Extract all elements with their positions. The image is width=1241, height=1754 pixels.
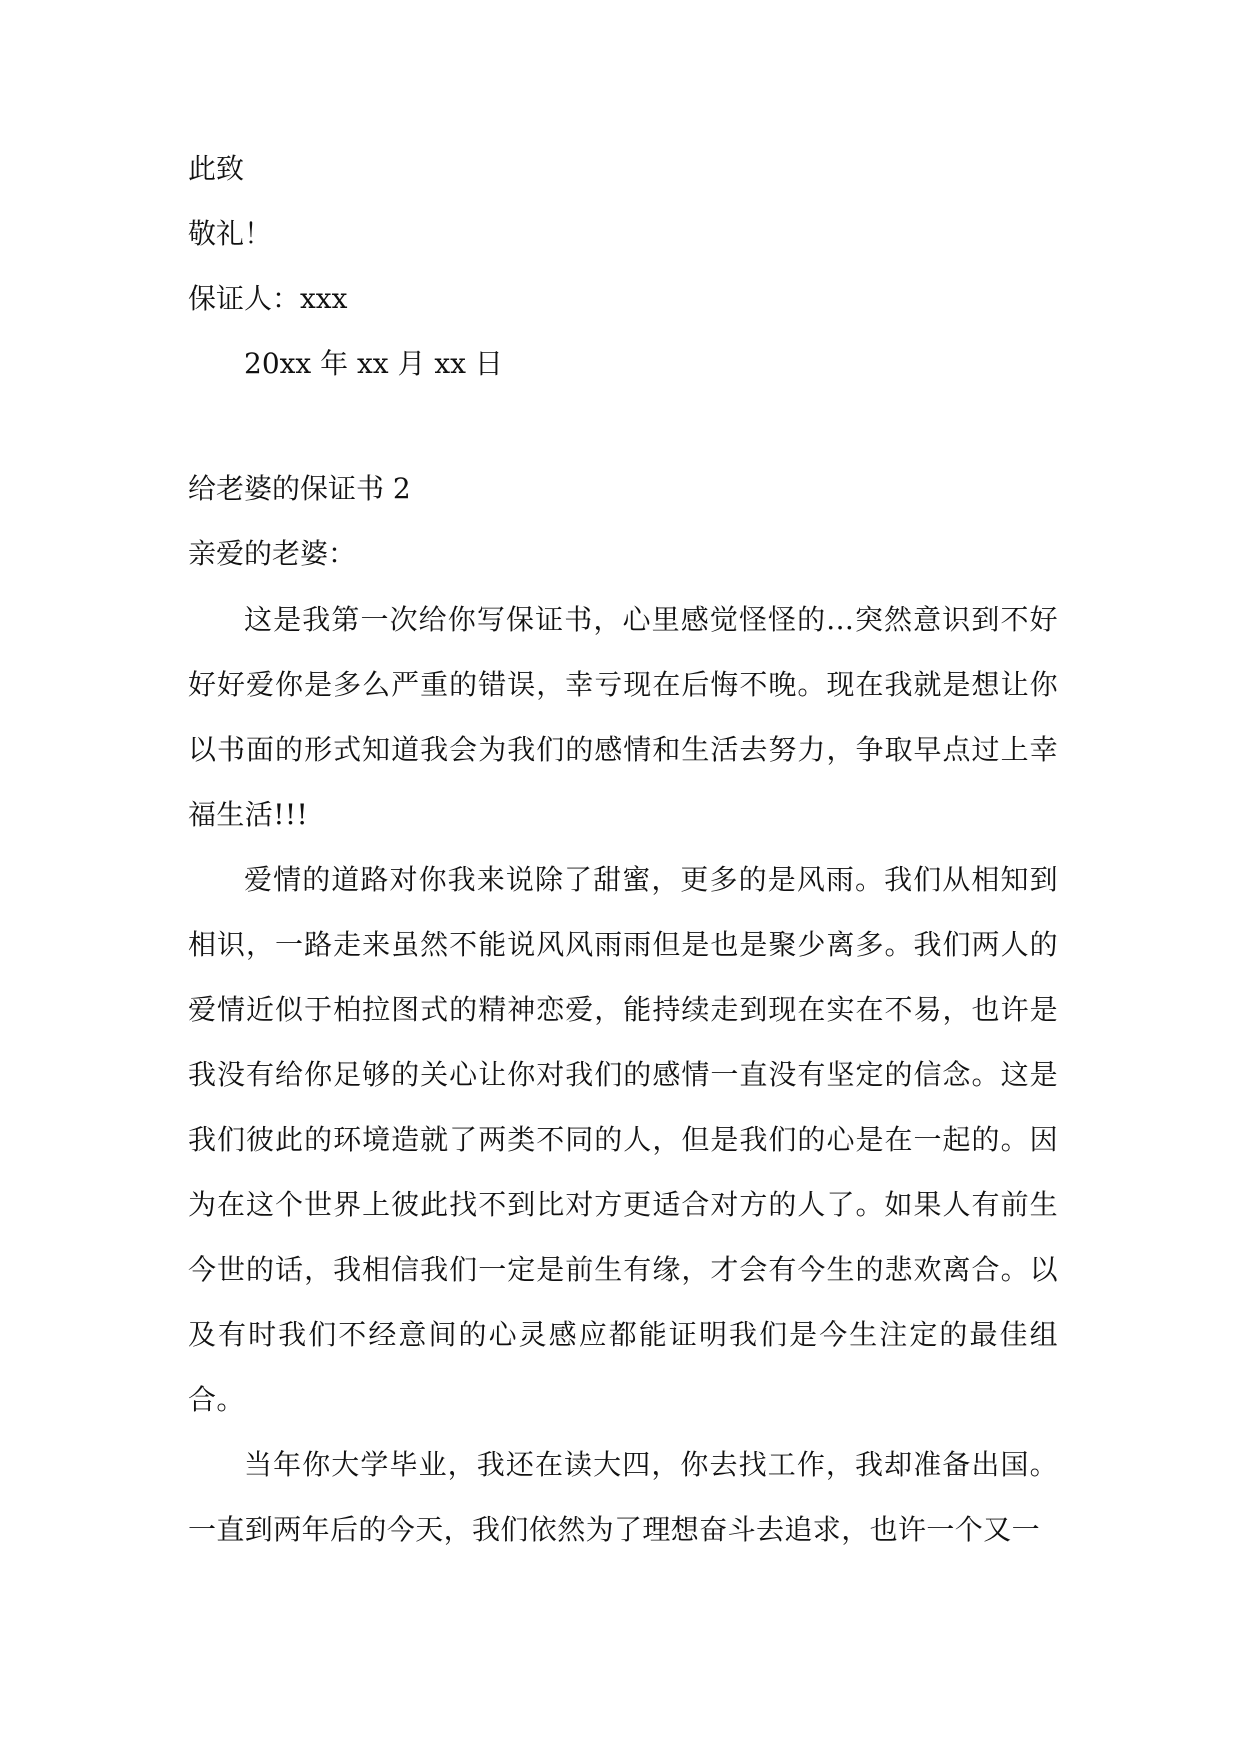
document-body [188, 150, 1058, 1562]
letter-title: 给老婆的保证书 2 [188, 472, 411, 505]
section-gap [188, 410, 1058, 470]
body-paragraph: 当年你大学毕业，我还在读大四，你去找工作，我却准备出国。一直到两年后的今天，我们依然为了理想奋斗去追求，也许一个又一 [188, 1448, 1058, 1546]
signer-line: 保证人：xxx [188, 282, 348, 315]
letter-greeting: 亲爱的老婆： [188, 537, 357, 570]
closing-regards: 敬礼！ [188, 217, 273, 250]
body-paragraph: 爱情的道路对你我来说除了甜蜜，更多的是风雨。我们从相知到相识，一路走来虽然不能说风风雨雨但是也是聚少离多。我们两人的爱情近似于柏拉图式的精神恋爱，能持续走到现在实在不易，也许是我没有给你足够的关心让你对我们的感情一直没有坚定的信念。这是我们彼此的环境造就了两类不同的人，但是我们的心是在一起的。因为在这个世界上彼此找不到比对方更适合对方的人了。如果人有前生今世的话，我相信我们一定是前生有缘，才会有今生的悲欢离合。以及有时我们不经意间的心灵感应都能证明我们是今生注定的最佳组合。 [188, 863, 1058, 1416]
closing-salutation: 此致 [188, 152, 245, 185]
date-line: 20xx 年 xx 月 xx 日 [244, 347, 503, 380]
body-paragraph: 这是我第一次给你写保证书，心里感觉怪怪的...突然意识到不好好好爱你是多么严重的错误，幸亏现在后悔不晚。现在我就是想让你以书面的形式知道我会为我们的感情和生活去努力，争取早点过上幸福生活!!! [188, 603, 1058, 831]
